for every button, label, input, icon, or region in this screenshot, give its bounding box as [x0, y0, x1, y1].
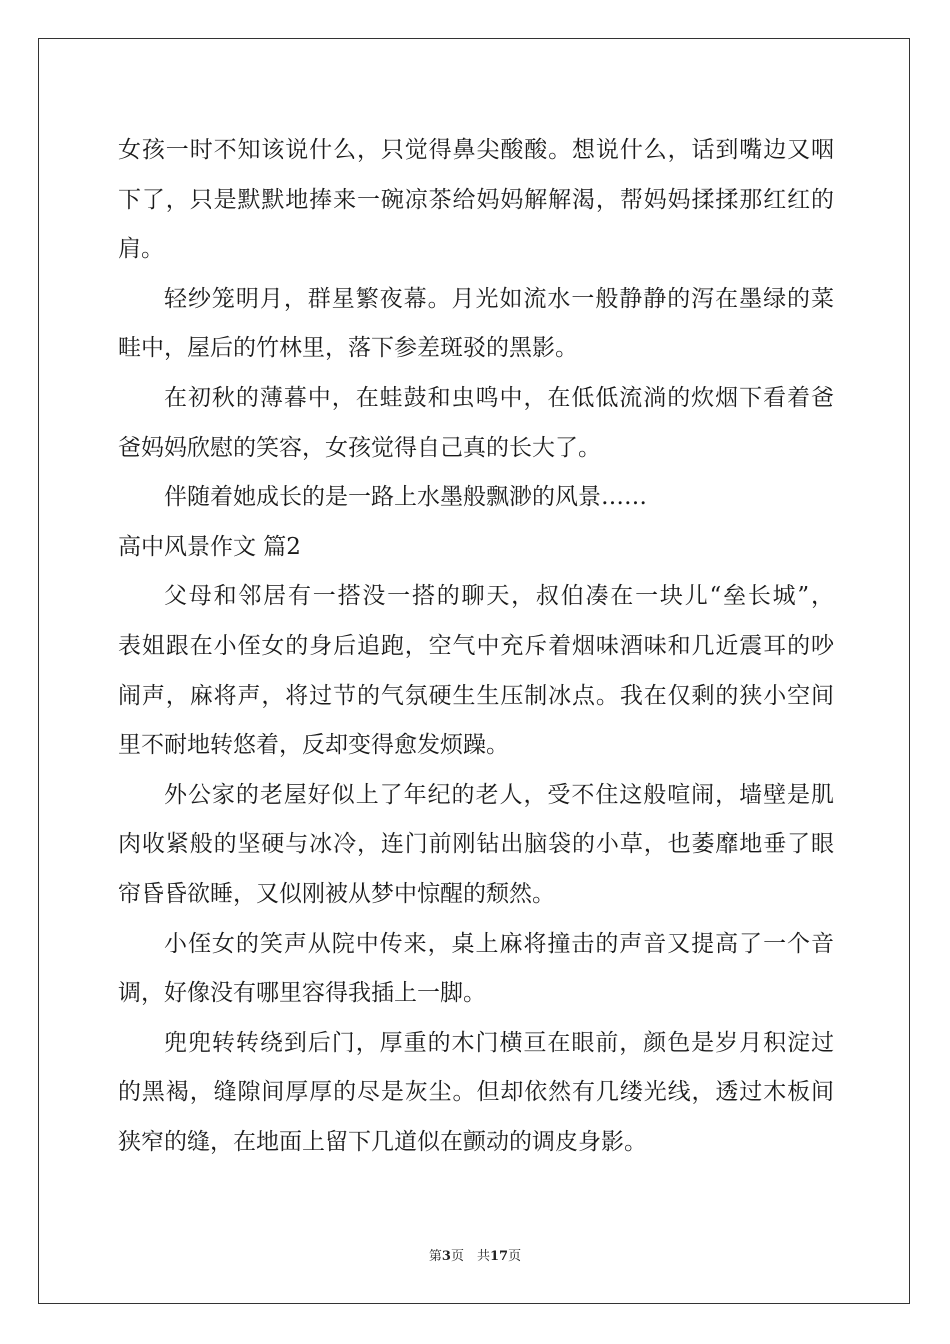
paragraph [118, 126, 834, 275]
paragraph [118, 473, 834, 523]
text-line: 轻纱笼明月，群星繁夜幕。月光如流水一般静静的泻在墨绿的菜 [164, 285, 834, 312]
text-line: 爸妈妈欣慰的笑容，女孩觉得自己真的长大了。 [118, 434, 601, 461]
text-line: 狭窄的缝，在地面上留下几道似在颤动的调皮身影。 [118, 1128, 647, 1155]
text-line: 的黑褐，缝隙间厚厚的尽是灰尘。但却依然有几缕光线，透过木板间 [118, 1079, 834, 1106]
paragraph [118, 771, 834, 920]
text-line: 女孩一时不知该说什么，只觉得鼻尖酸酸。想说什么，话到嘴边又咽 [118, 137, 834, 163]
paragraph [118, 275, 834, 374]
paragraph [118, 572, 834, 770]
footer-middle: 页 共 [450, 1249, 490, 1264]
text-line: 闹声，麻将声，将过节的气氛硬生生压制冰点。我在仅剩的狭小空间 [118, 682, 834, 709]
text-line: 肩。 [118, 236, 164, 263]
document-body [118, 126, 834, 1167]
text-line: 表姐跟在小侄女的身后追跑，空气中充斥着烟味酒味和几近震耳的吵 [118, 632, 834, 659]
page-footer [0, 1245, 950, 1264]
text-line: 帘昏昏欲睡，又似刚被从梦中惊醒的颓然。 [118, 880, 555, 907]
text-line: 父母和邻居有一搭没一搭的聊天，叔伯凑在一块儿“垒长城”， [164, 583, 834, 610]
text-line: 下了，只是默默地捧来一碗凉茶给妈妈解解渴，帮妈妈揉揉那红红的 [118, 186, 834, 213]
text-line: 在初秋的薄暮中，在蛙鼓和虫鸣中，在低低流淌的炊烟下看着爸 [164, 384, 834, 411]
text-line: 外公家的老屋好似上了年纪的老人，受不住这般喧闹，墙壁是肌 [164, 781, 834, 808]
footer-current-page: 3 [441, 1249, 451, 1264]
footer-prefix: 第 [428, 1249, 442, 1264]
paragraph [118, 374, 834, 473]
footer-suffix: 页 [508, 1249, 522, 1264]
text-line: 肉收紧般的坚硬与冰冷，连门前刚钻出脑袋的小草，也萎靡地垂了眼 [118, 831, 834, 858]
paragraph [118, 920, 834, 1019]
text-line: 调，好像没有哪里容得我插上一脚。 [118, 980, 486, 1007]
text-line: 小侄女的笑声从院中传来，桌上麻将撞击的声音又提高了一个音 [164, 930, 834, 957]
text-line: 兜兜转转绕到后门，厚重的木门横亘在眼前，颜色是岁月积淀过 [164, 1029, 834, 1056]
section-heading [118, 523, 834, 573]
text-line: 伴随着她成长的是一路上水墨般飘渺的风景…… [164, 484, 647, 511]
footer-total-pages: 17 [489, 1249, 509, 1264]
paragraph [118, 1019, 834, 1168]
text-line: 高中风景作文 篇2 [118, 533, 301, 560]
text-line: 畦中，屋后的竹林里，落下参差斑驳的黑影。 [118, 335, 578, 362]
text-line: 里不耐地转悠着，反却变得愈发烦躁。 [118, 732, 509, 759]
